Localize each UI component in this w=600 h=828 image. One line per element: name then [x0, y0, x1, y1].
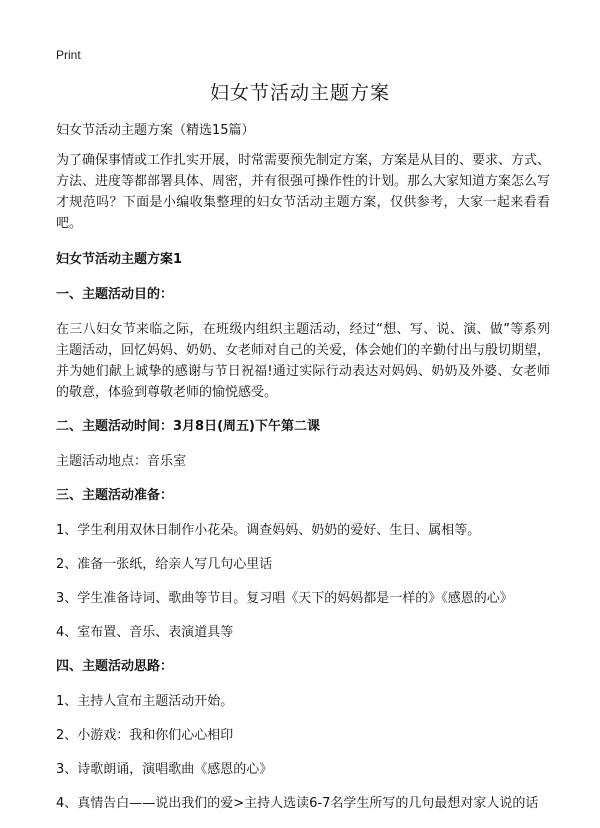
section-title: 妇女节活动主题方案1: [56, 252, 183, 267]
intro-paragraph: 为了确保事情或工作扎实开展，时常需要预先制定方案，方案是从目的、要求、方式、方法、进度等都部署具体、周密，并有很强可操作性的计划。那么大家知道方案怎么写才规范吗？下面是小编收集整理的妇女节活动主题方案，仅供参考，大家一起来看看吧。: [56, 153, 551, 231]
print-link[interactable]: Print: [56, 48, 81, 62]
document-title: 妇女节活动主题方案: [209, 82, 390, 104]
location-line: 主题活动地点：音乐室: [56, 454, 187, 469]
prep-item: 4、室布置、音乐、表演道具等: [56, 625, 234, 640]
purpose-paragraph: 在三八妇女节来临之际，在班级内组织主题活动，经过“想、写、说、演、做”等系列主题活动，回忆妈妈、奶奶、女老师对自己的关爱，体会她们的辛勤付出与殷切期望，并为她们献上诚挚的感谢与节日祝福!通过实际行动表达对妈妈、奶奶及外婆、女老师的敬意，体验到尊敬老师的愉悦感受。: [56, 322, 551, 400]
prep-item: 1、学生利用双休日制作小花朵。调查妈妈、奶奶的爱好、生日、属相等。: [56, 523, 481, 538]
prep-item: 2、准备一张纸，给亲人写几句心里话: [56, 557, 273, 572]
purpose-heading: 一、主题活动目的：: [56, 287, 174, 302]
ideas-heading: 四、主题活动思路：: [56, 659, 174, 674]
prep-heading: 三、主题活动准备：: [56, 488, 174, 503]
document-subtitle: 妇女节活动主题方案（精选15篇）: [56, 123, 255, 138]
time-heading: 二、主题活动时间：3月8日(周五)下午第二课: [56, 419, 320, 434]
ideas-item: 1、主持人宣布主题活动开始。: [56, 694, 234, 709]
document-body: [56, 120, 550, 827]
ideas-item: 2、小游戏：我和你们心心相印: [56, 728, 234, 743]
ideas-item: 3、诗歌朗诵，演唱歌曲《感恩的心》: [56, 762, 273, 777]
prep-item: 3、学生准备诗词、歌曲等节目。复习唱《天下的妈妈都是一样的》《感恩的心》: [56, 591, 513, 606]
ideas-item: 4、真情告白——说出我们的爱>主持人选读6-7名学生所写的几句最想对家人说的话: [56, 796, 539, 811]
